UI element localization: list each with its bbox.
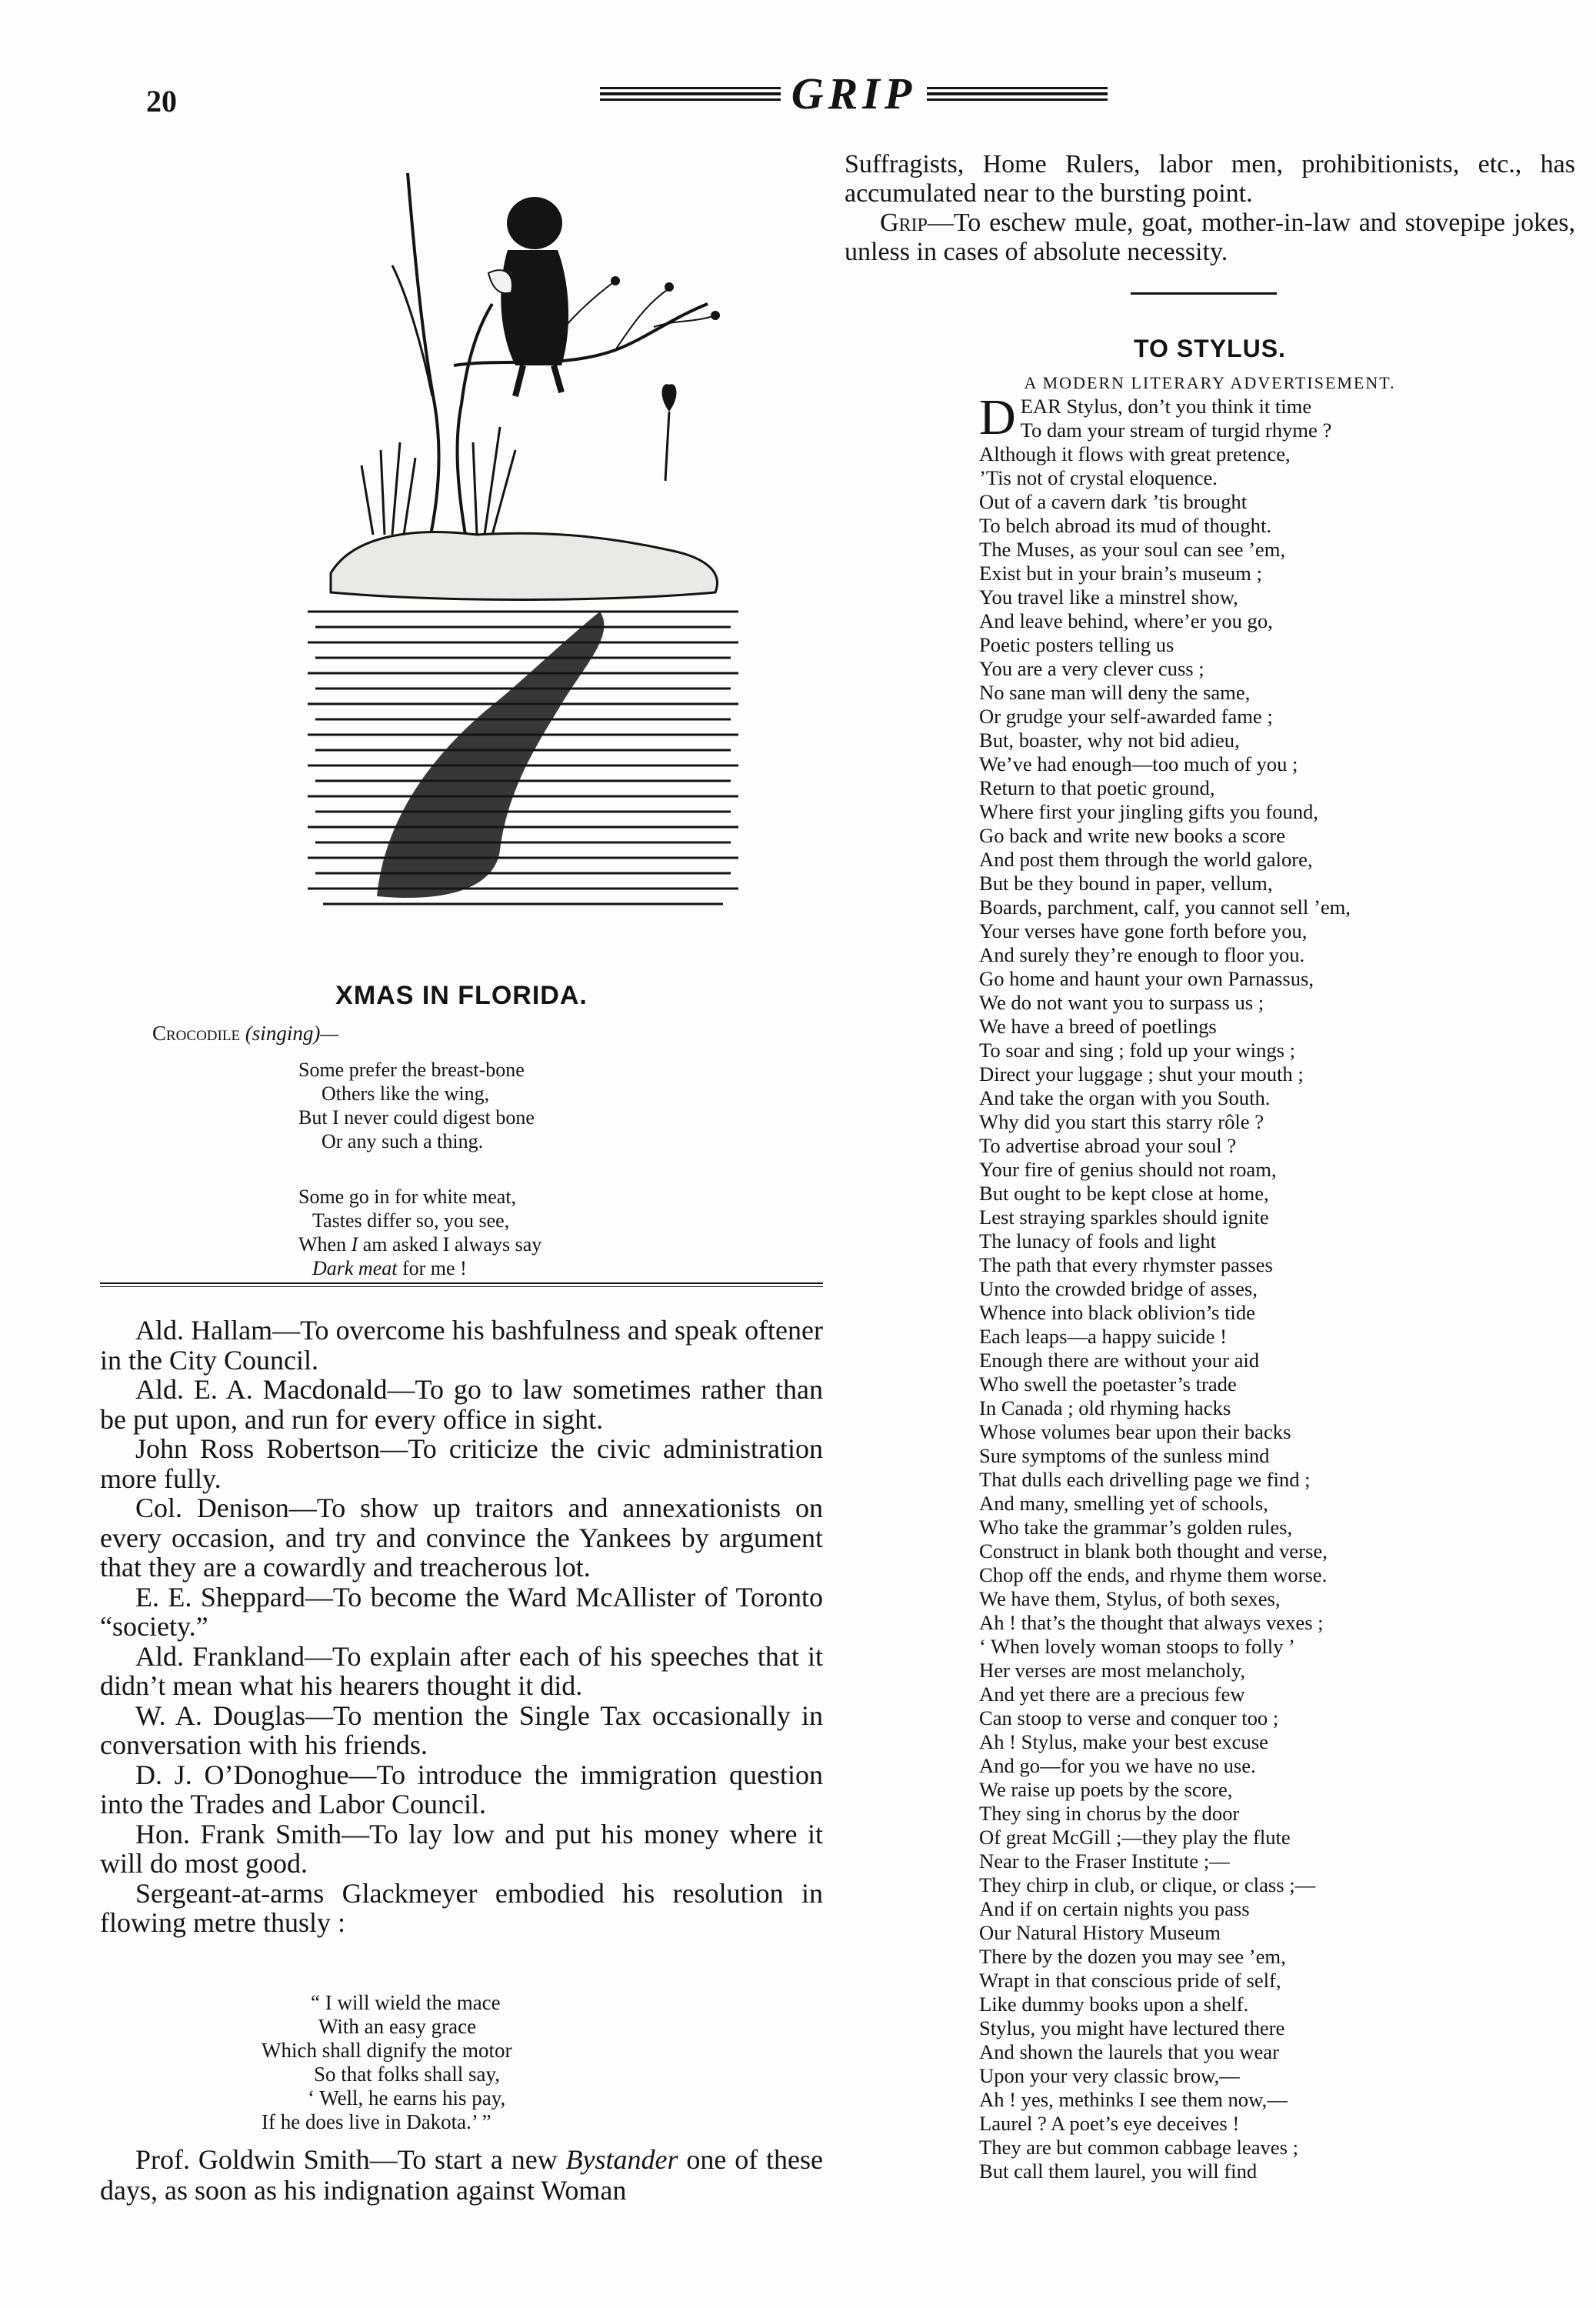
poem-line: Can stoop to verse and conquer too ; — [979, 1706, 1279, 1729]
poem-line: They are but common cabbage leaves ; — [979, 2136, 1298, 2159]
poem-line: Go back and write new books a score — [979, 824, 1286, 847]
poem-line: We have a breed of poetlings — [979, 1015, 1217, 1038]
poem-line: In Canada ; old rhyming hacks — [979, 1396, 1231, 1419]
poem-line: Wrapt in that conscious pride of self, — [979, 1969, 1281, 1992]
section-divider-short — [1131, 292, 1277, 295]
poem-line: Why did you start this starry rôle ? — [979, 1110, 1264, 1133]
poem-line: But ought to be kept close at home, — [979, 1182, 1269, 1205]
poem-line: Whence into black oblivion’s tide — [979, 1301, 1255, 1324]
poem-subtitle: A MODERN LITERARY ADVERTISEMENT. — [1024, 373, 1396, 392]
poem-line: They sing in chorus by the door — [979, 1802, 1240, 1825]
poem-line: No sane man will deny the same, — [979, 681, 1251, 704]
poem-line: Your verses have gone forth before you, — [979, 919, 1308, 942]
verse-line: If he does live in Dakota.’ ” — [262, 2110, 491, 2133]
song-line: Some go in for white meat, — [298, 1186, 517, 1208]
poem-line: Your fire of genius should not roam, — [979, 1158, 1277, 1181]
speaker-name: Crocodile — [152, 1022, 241, 1045]
poem-line: Ah ! that’s the thought that always vexes ; — [979, 1611, 1324, 1634]
poem-line: The lunacy of fools and light — [979, 1229, 1216, 1252]
continued-text: Suffragists, Home Rulers, labor men, prohibitionists, etc., has accumulated near to the bursting point. — [845, 150, 1575, 208]
poem-line: Lest straying sparkles should ignite — [979, 1206, 1269, 1229]
poem-line: Ah ! Stylus, make your best excuse — [979, 1730, 1268, 1753]
section-divider — [100, 1282, 823, 1287]
poem-line: That dulls each drivelling page we find ; — [979, 1468, 1311, 1491]
cartoon-speaker — [152, 1022, 338, 1046]
poem-line: Return to that poetic ground, — [979, 776, 1215, 799]
poem-line: Boards, parchment, calf, you cannot sell ’em, — [979, 896, 1351, 919]
resolution-item: E. E. Sheppard—To become the Ward McAllister of Toronto “society.” — [100, 1581, 823, 1642]
poem-line: Who swell the poetaster’s trade — [979, 1372, 1237, 1396]
masthead-rule-right — [927, 85, 1108, 102]
poem-line: And surely they’re enough to floor you. — [979, 943, 1305, 966]
grip-resolution: Grip—To eschew mule, goat, mother-in-law and stovepipe jokes, unless in cases of absolute necessity. — [845, 208, 1575, 266]
resolution-item: D. J. O’Donoghue—To introduce the immigration question into the Trades and Labor Council. — [100, 1759, 823, 1819]
resolution-item: John Ross Robertson—To criticize the civic administration more fully. — [100, 1433, 823, 1494]
page-number: 20 — [146, 84, 177, 118]
crocodile-cartoon-illustration — [308, 173, 738, 942]
resolution-item: Col. Denison—To show up traitors and annexationists on every occasion, and try and convince the Yankees by argument that they are a cowardly and treacherous lot. — [100, 1493, 823, 1583]
song-line: Tastes differ so, you see, — [312, 1209, 510, 1232]
song-stanza-2 — [298, 1185, 541, 1280]
song-line: Others like the wing, — [322, 1082, 490, 1105]
poem-line: Where first your jingling gifts you found, — [979, 800, 1318, 823]
resolution-item: Sergeant-at-arms Glackmeyer embodied his resolution in flowing metre thusly : — [100, 1877, 823, 1938]
verse-line: “ I will wield the mace — [311, 1991, 501, 2014]
continued-resolutions — [845, 150, 1575, 267]
poem-line: And yet there are a precious few — [979, 1683, 1245, 1706]
masthead-rule-left — [600, 85, 781, 102]
poem-line: Who take the grammar’s golden rules, — [979, 1516, 1293, 1539]
poem-line: Go home and haunt your own Parnassus, — [979, 967, 1314, 990]
song-line: Or any such a thing. — [322, 1130, 484, 1152]
poem-line: But be they bound in paper, vellum, — [979, 872, 1273, 895]
poem-line: Ah ! yes, methinks I see them now,— — [979, 2088, 1288, 2111]
poem-line: You are a very clever cuss ; — [979, 657, 1204, 680]
poem-line: And if on certain nights you pass — [979, 1897, 1250, 1920]
poem-line: EAR Stylus, don’t you think it time — [1020, 395, 1312, 418]
poem-line: Although it flows with great pretence, — [979, 442, 1291, 465]
poem-line: Enough there are without your aid — [979, 1349, 1260, 1372]
poem-line: Stylus, you might have lectured there — [979, 2016, 1285, 2040]
song-line: But I never could digest bone — [298, 1106, 535, 1129]
poem-line: Direct your luggage ; shut your mouth ; — [979, 1062, 1304, 1086]
poem-line: They chirp in club, or clique, or class ;— — [979, 1873, 1316, 1896]
poem-line: Like dummy books upon a shelf. — [979, 1993, 1249, 2016]
song-line: Dark meat for me ! — [312, 1257, 467, 1279]
verse-line: Which shall dignify the motor — [262, 2039, 512, 2062]
masthead-title: GRIP — [791, 68, 917, 118]
song-line: Some prefer the breast-bone — [298, 1059, 525, 1081]
poem-line: We’ve had enough—too much of you ; — [979, 752, 1298, 775]
poem-line: And post them through the world galore, — [979, 848, 1313, 871]
resolution-item: Ald. Hallam—To overcome his bashfulness and speak oftener in the City Council. — [100, 1315, 823, 1376]
poem-line: Sure symptoms of the sunless mind — [979, 1444, 1270, 1467]
poem-line: To soar and sing ; fold up your wings ; — [979, 1039, 1296, 1062]
resolutions-list — [100, 1316, 823, 1938]
poem-line: Upon your very classic brow,— — [979, 2064, 1240, 2087]
poem-line: Chop off the ends, and rhyme them worse. — [979, 1563, 1328, 1586]
poem-line: ‘ When lovely woman stoops to folly ’ — [979, 1635, 1295, 1658]
poem-line: But, boaster, why not bid adieu, — [979, 729, 1240, 752]
poem-line: Each leaps—a happy suicide ! — [979, 1325, 1227, 1348]
poem-line: Unto the crowded bridge of asses, — [979, 1277, 1258, 1300]
poem-line: Whose volumes bear upon their backs — [979, 1420, 1291, 1443]
poem-line: Exist but in your brain’s museum ; — [979, 562, 1262, 585]
glackmeyer-verse — [262, 1991, 661, 2134]
right-column — [845, 150, 1575, 2183]
masthead — [600, 68, 1108, 118]
drop-cap: D — [979, 389, 1016, 445]
poem-line: Or grudge your self-awarded fame ; — [979, 705, 1273, 728]
poem-line: But call them laurel, you will find — [979, 2160, 1258, 2183]
poem-line: Poetic posters telling us — [979, 633, 1175, 656]
poem-line: ’Tis not of crystal eloquence. — [979, 466, 1218, 489]
poem-line: And shown the laurels that you wear — [979, 2040, 1279, 2063]
poem-line: Out of a cavern dark ’tis brought — [979, 490, 1248, 513]
song-line: When I am asked I always say — [298, 1233, 542, 1256]
verse-line: With an easy grace — [318, 2015, 477, 2038]
verse-line: So that folks shall say, — [314, 2063, 500, 2086]
resolution-item: Ald. E. A. Macdonald—To go to law sometimes rather than be put upon, and run for every office in sight. — [100, 1374, 823, 1435]
resolution-item: W. A. Douglas—To mention the Single Tax occasionally in conversation with his friends. — [100, 1699, 823, 1760]
poem-line: There by the dozen you may see ’em, — [979, 1945, 1286, 1968]
poem-line: Of great McGill ;—they play the flute — [979, 1826, 1291, 1849]
poem-line: We do not want you to surpass us ; — [979, 991, 1264, 1014]
resolution-item: Ald. Frankland—To explain after each of his speeches that it didn’t mean what his hearers thought it did. — [100, 1640, 823, 1701]
poem-line: To advertise abroad your soul ? — [979, 1134, 1237, 1157]
poem-line: And go—for you we have no use. — [979, 1754, 1256, 1777]
poem-line: Near to the Fraser Institute ;— — [979, 1849, 1230, 1873]
poem-line: And leave behind, where’er you go, — [979, 609, 1273, 632]
poem-line: The path that every rhymster passes — [979, 1253, 1273, 1276]
song-stanza-1 — [298, 1058, 535, 1153]
verse-line: ‘ Well, he earns his pay, — [308, 2086, 506, 2110]
resolution-goldwin-smith: Prof. Goldwin Smith—To start a new Bystander one of these days, as soon as his indignation against Woman — [100, 2144, 824, 2206]
poem-line: Construct in blank both thought and verse, — [979, 1539, 1328, 1563]
poem-line: Laurel ? A poet’s eye deceives ! — [979, 2112, 1240, 2135]
poem-line: To belch abroad its mud of thought. — [979, 514, 1271, 537]
speaker-note: (singing)— — [245, 1022, 339, 1045]
poem-line: We have them, Stylus, of both sexes, — [979, 1587, 1281, 1610]
poem-line: And many, smelling yet of schools, — [979, 1492, 1268, 1515]
poem-title: TO STYLUS. — [1134, 335, 1286, 362]
poem-line: You travel like a minstrel show, — [979, 585, 1238, 609]
poem-line: And take the organ with you South. — [979, 1086, 1271, 1109]
poem-line: Our Natural History Museum — [979, 1921, 1221, 1944]
cartoon-title: XMAS IN FLORIDA. — [335, 981, 588, 1010]
resolution-item: Hon. Frank Smith—To lay low and put his money where it will do most good. — [100, 1818, 823, 1879]
poem-line: The Muses, as your soul can see ’em, — [979, 538, 1286, 561]
poem-line: Her verses are most melancholy, — [979, 1659, 1246, 1682]
poem-line: We raise up poets by the score, — [979, 1778, 1233, 1801]
poem-line: To dam your stream of turgid rhyme ? — [1020, 419, 1332, 442]
poem-body — [979, 389, 1533, 2183]
